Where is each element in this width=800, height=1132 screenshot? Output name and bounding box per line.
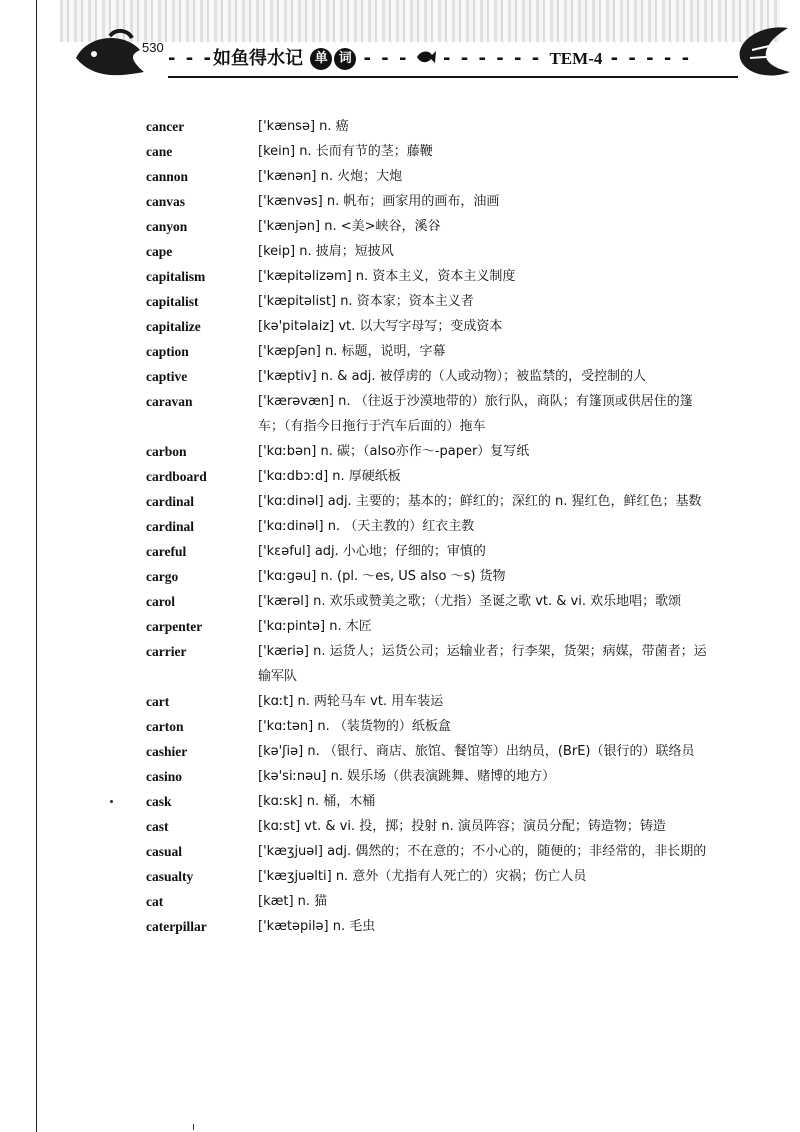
entry-row	[146, 564, 726, 589]
headword: careful	[146, 544, 187, 559]
headword: cardinal	[146, 494, 195, 509]
headword: casual	[146, 844, 183, 859]
definition: ['kærəl] n. 欢乐或赞美之歌；（尤指）圣诞之歌 vt. & vi. 欢乐地唱；歌颂	[258, 594, 682, 609]
headword: capitalist	[146, 294, 199, 309]
series-label: TEM-4	[549, 49, 603, 68]
headword: carbon	[146, 444, 187, 459]
definition: [keip] n. 披肩；短披风	[258, 244, 394, 259]
entry-row	[146, 339, 726, 364]
entry-row	[146, 289, 726, 314]
entry-row	[146, 314, 726, 339]
headword: capitalize	[146, 319, 201, 334]
entry-row	[146, 239, 726, 264]
entry-row	[146, 839, 726, 864]
headword: caption	[146, 344, 189, 359]
definition: ['kæptiv] n. & adj. 被俘虏的（人或动物）；被监禁的，受控制的人	[258, 369, 647, 384]
definition: ['kɑːdinəl] adj. 主要的；基本的；鲜红的；深红的 n. 猩红色，鲜红色；基数	[258, 494, 702, 509]
headword: carol	[146, 594, 175, 609]
entry-row	[146, 364, 726, 389]
headword: carton	[146, 719, 184, 734]
definition: ['kɛəful] adj. 小心地；仔细的；审慎的	[258, 544, 486, 559]
entry-row	[146, 139, 726, 164]
definition: ['kɑːdinəl] n. （天主教的）红衣主教	[258, 519, 475, 534]
entry-row	[146, 689, 726, 714]
header-circle-char-1: 单	[310, 48, 332, 70]
word-list	[146, 114, 726, 939]
entry-row	[146, 514, 726, 539]
header-scan-texture	[60, 0, 780, 42]
definition: ['kæʒjuəlti] n. 意外（尤指有人死亡的）灾祸；伤亡人员	[258, 869, 587, 884]
headword: carpenter	[146, 619, 203, 634]
definition: ['kænvəs] n. 帆布；画家用的画布，油画	[258, 194, 500, 209]
definition: [kein] n. 长而有节的茎；藤鞭	[258, 144, 433, 159]
definition: [kə'siːnəu] n. 娱乐场（供表演跳舞、赌博的地方）	[258, 769, 556, 784]
headword: cardinal	[146, 519, 195, 534]
entry-row	[146, 389, 726, 439]
headword: canyon	[146, 219, 188, 234]
definition: ['kænjən] n. <美>峡谷，溪谷	[258, 219, 441, 234]
entry-row	[146, 114, 726, 139]
header-underline	[168, 76, 738, 78]
scan-mark	[193, 1124, 194, 1130]
definition: ['kæʒjuəl] adj. 偶然的；不在意的；不小心的，随便的；非经常的，非长期的	[258, 844, 707, 859]
headword: cape	[146, 244, 173, 259]
entry-row	[146, 914, 726, 939]
headword: cancer	[146, 119, 185, 134]
definition: ['kærəvæn] n. （往返于沙漠地带的）旅行队，商队；有篷顶或供居住的篷车；（有指今日拖行于汽车后面的）拖车	[258, 394, 693, 434]
entry-row	[146, 264, 726, 289]
definition: ['kænən] n. 火炮；大炮	[258, 169, 403, 184]
entry-row	[146, 214, 726, 239]
small-fish-icon	[415, 49, 437, 65]
entry-row	[146, 764, 726, 789]
definition: ['kɑːbən] n. 碳；（also亦作～-paper）复写纸	[258, 444, 530, 459]
headword: casualty	[146, 869, 194, 884]
headword: cargo	[146, 569, 179, 584]
headword: cask	[146, 794, 172, 809]
headword: cane	[146, 144, 173, 159]
entry-row	[146, 189, 726, 214]
entry-row	[146, 614, 726, 639]
headword: cashier	[146, 744, 188, 759]
definition: [kæt] n. 猫	[258, 894, 328, 909]
definition: [kɑːsk] n. 桶，木桶	[258, 794, 376, 809]
definition: [kɑːt] n. 两轮马车 vt. 用车装运	[258, 694, 444, 709]
headword: cart	[146, 694, 170, 709]
entry-row	[146, 464, 726, 489]
header-circle-char-2: 词	[334, 48, 356, 70]
definition: [kɑːst] vt. & vi. 投，掷；投射 n. 演员阵容；演员分配；铸造物；铸造	[258, 819, 666, 834]
definition: ['kæpʃən] n. 标题，说明，字幕	[258, 344, 446, 359]
definition: ['kɑːtən] n. （装货物的）纸板盒	[258, 719, 451, 734]
entry-row	[146, 539, 726, 564]
definition: ['kɑːgəu] n. (pl. ～es, US also ～s) 货物	[258, 569, 506, 584]
page-number: 530	[142, 40, 164, 55]
fish-right-icon	[730, 22, 796, 82]
headword: casino	[146, 769, 183, 784]
definition: ['kæpitəlist] n. 资本家；资本主义者	[258, 294, 474, 309]
entry-row	[146, 439, 726, 464]
headword: cannon	[146, 169, 189, 184]
definition: ['kæpitəlizəm] n. 资本主义，资本主义制度	[258, 269, 516, 284]
definition: ['kɑːpintə] n. 木匠	[258, 619, 372, 634]
definition: ['kætəpilə] n. 毛虫	[258, 919, 376, 934]
entry-row	[146, 814, 726, 839]
headword: caravan	[146, 394, 193, 409]
scan-speck	[110, 800, 113, 803]
headword: caterpillar	[146, 919, 207, 934]
headword: canvas	[146, 194, 186, 209]
page-header	[40, 0, 800, 100]
definition: ['kæriə] n. 运货人；运货公司；运输业者；行李架，货架；病媒，带菌者；运输军队	[258, 644, 707, 684]
page-left-rule	[36, 0, 37, 1132]
headword: cast	[146, 819, 169, 834]
headword: captive	[146, 369, 188, 384]
definition: ['kɑːdbɔːd] n. 厚硬纸板	[258, 469, 401, 484]
entry-row	[146, 739, 726, 764]
entry-row	[146, 164, 726, 189]
entry-row	[146, 589, 726, 614]
headword: carrier	[146, 644, 187, 659]
headword: cat	[146, 894, 164, 909]
entry-row	[146, 714, 726, 739]
definition: [kə'pitəlaiz] vt. 以大写字母写；变成资本	[258, 319, 503, 334]
headword: capitalism	[146, 269, 206, 284]
entry-row	[146, 489, 726, 514]
fish-left-icon	[70, 28, 150, 84]
definition: ['kænsə] n. 癌	[258, 119, 349, 134]
header-title: - - -如鱼得水记 单 词 - - - - - - - - - TEM-4 - - - - -	[168, 48, 692, 69]
entry-row	[146, 789, 726, 814]
entry-row	[146, 639, 726, 689]
headword: cardboard	[146, 469, 207, 484]
book-title: 如鱼得水记	[212, 48, 303, 69]
entry-row	[146, 889, 726, 914]
entry-row	[146, 864, 726, 889]
definition: [kə'ʃiə] n. （银行、商店、旅馆、餐馆等）出纳员，(BrE)（银行的）联络员	[258, 744, 695, 759]
